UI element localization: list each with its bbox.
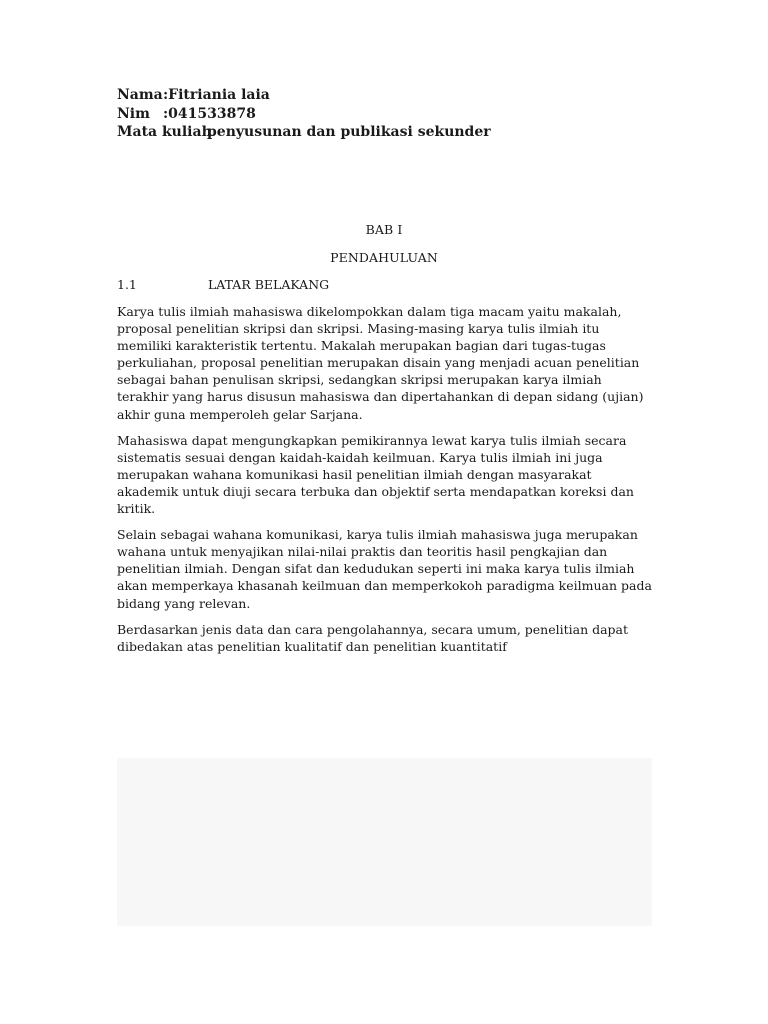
course-row bbox=[117, 123, 657, 142]
student-nim-row bbox=[117, 105, 657, 124]
paragraph: Selain sebagai wahana komunikasi, karya tulis ilmiah mahasiswa juga merupakan wahana untuk menyajikan nilai-nilai praktis dan teoritis hasil pengkajian dan penelitian ilmiah. Dengan sifat dan kedudukan seperti ini maka karya tulis ilmiah akan memperkaya khasanah keilmuan dan memperkokoh paradigma keilmuan pada bidang yang relevan. bbox=[117, 527, 652, 611]
name-label: Nama bbox=[117, 87, 163, 103]
blank-image-placeholder bbox=[117, 758, 652, 926]
nim-value: :041533878 bbox=[163, 105, 256, 122]
section-number: 1.1 bbox=[117, 277, 137, 292]
course-value: penyusunan dan publikasi sekunder bbox=[207, 124, 491, 140]
paragraph: Mahasiswa dapat mengungkapkan pemikirannya lewat karya tulis ilmiah secara sistematis sesuai dengan kaidah-kaidah keilmuan. Karya tulis ilmiah ini juga merupakan wahana komunikasi hasil penelitian ilmiah dengan masyarakat akademik untuk diuji secara terbuka dan objektif serta mendapatkan koreksi dan kritik. bbox=[117, 432, 634, 517]
section-title: LATAR BELAKANG bbox=[208, 277, 330, 292]
section-heading bbox=[117, 277, 329, 293]
paragraph: Karya tulis ilmiah mahasiswa dikelompokkan dalam tiga macam yaitu makalah, proposal penelitian skripsi dan skripsi. Masing-masing karya tulis ilmiah itu memiliki karakteristik tertentu. Makalah merupakan bagian dari tugas-tugas perkuliahan, proposal penelitian merupakan disain yang menjadi acuan penelitian sebagai bahan penulisan skripsi, sedangkan skripsi merupakan karya ilmiah terakhir yang harus disusun mahasiswa dan dipertahankan di depan sidang (ujian) akhir guna memperoleh gelar Sarjana. bbox=[117, 304, 644, 422]
nim-label: Nim bbox=[117, 105, 150, 122]
body-text bbox=[117, 303, 653, 664]
student-name-row bbox=[117, 86, 657, 105]
paragraph: Berdasarkan jenis data dan cara pengolahannya, secara umum, penelitian dapat dibedakan atas penelitian kualitatif dan penelitian kuantitatif bbox=[117, 621, 629, 654]
student-info-header bbox=[117, 86, 657, 142]
chapter-label: BAB I bbox=[365, 222, 403, 237]
course-label: Mata kuliah bbox=[117, 124, 212, 140]
name-value: :Fitriania laia bbox=[163, 87, 270, 103]
chapter-title: PENDAHULUAN bbox=[330, 250, 438, 265]
